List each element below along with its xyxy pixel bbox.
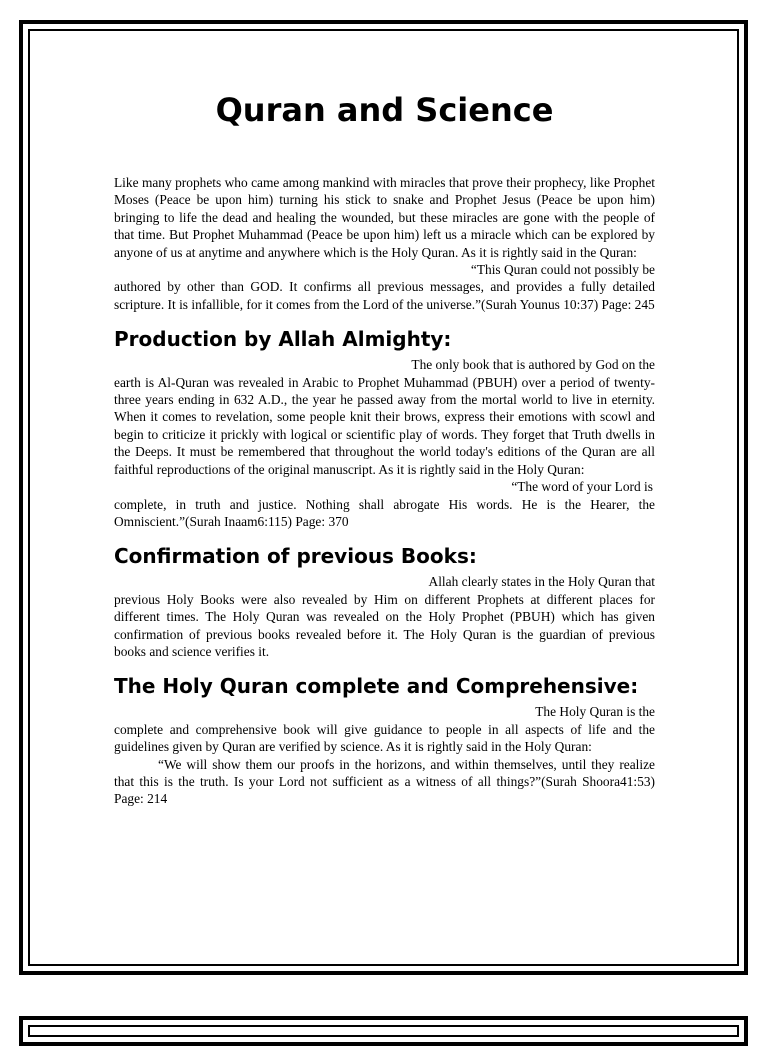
section-lead: The Holy Quran is the: [535, 704, 655, 720]
intro-text: Like many prophets who came among mankind with miracles that prove their prophecy, like Prophet Moses (Peace be upon him) turning his stick to snake and Prophet Jesus (Peace be upon him) bringing to life the dead and healing the wounded, but these miracles are gone with the people of that time. But Prophet Muhammad (Peace be upon him) left us a miracle which can be explored by anyone of us at anytime and anywhere which is the Holy Quran. As it is rightly said in the Quran:: [114, 175, 655, 260]
document-content: [114, 88, 655, 808]
section-quote-lead: “The word of your Lord is: [511, 479, 653, 495]
intro-paragraph: [114, 174, 655, 313]
intro-quote-rest: authored by other than GOD. It confirms all previous messages, and provides a fully detailed scripture. It is infallible, for it comes from the Lord of the universe.”(Surah Younus 10:37) Page: 245: [114, 279, 655, 312]
section-complete: [114, 674, 655, 807]
section-text: previous Holy Books were also revealed by Him on different Prophets at different places for different times. The Holy Quran was revealed on the Holy Prophet (PBUH) which has given confirmation of previous books revealed before it. The Holy Quran is the guardian of previous books and science verifies it.: [114, 591, 655, 659]
section-text: earth is Al-Quran was revealed in Arabic to Prophet Muhammad (PBUH) over a period of twenty-three years ending in 632 A.D., the year he passed away from the mortal world to live in eternity. When it comes to revelation, some people knit their brows, express their emotions with scowl and begin to criticize it prickly with logical or scientific play of words. They forget that Truth dwells in the Deeps. It must be remembered that throughout the world today's editions of the Quran are all faithful reproductions of the original manuscript. As it is rightly said in the Holy Quran:: [114, 374, 655, 477]
section-heading: The Holy Quran complete and Comprehensive:: [114, 674, 639, 699]
section-lead: The only book that is authored by God on the: [411, 357, 655, 373]
next-page-border-inner: [28, 1025, 739, 1037]
section-production: [114, 327, 655, 530]
section-heading: Confirmation of previous Books:: [114, 544, 477, 569]
page-title: Quran and Science: [215, 91, 554, 129]
section-lead: Allah clearly states in the Holy Quran that: [428, 574, 655, 590]
section-quote: “We will show them our proofs in the horizons, and within themselves, until they realize that this is the truth. Is your Lord not sufficient as a witness of all things?”(Surah Shoora41:53) Page: 214: [114, 756, 655, 807]
intro-quote-lead: “This Quran could not possibly be: [470, 262, 655, 278]
section-confirmation: [114, 544, 655, 660]
section-text: complete and comprehensive book will give guidance to people in all aspects of life and the guidelines given by Quran are verified by science. As it is rightly said in the Holy Quran:: [114, 721, 655, 755]
section-quote-rest: complete, in truth and justice. Nothing shall abrogate His words. He is the Hearer, the Omniscient.”(Surah Inaam6:115) Page: 370: [114, 496, 655, 529]
section-heading: Production by Allah Almighty:: [114, 327, 452, 352]
next-page-border: [19, 1016, 748, 1046]
